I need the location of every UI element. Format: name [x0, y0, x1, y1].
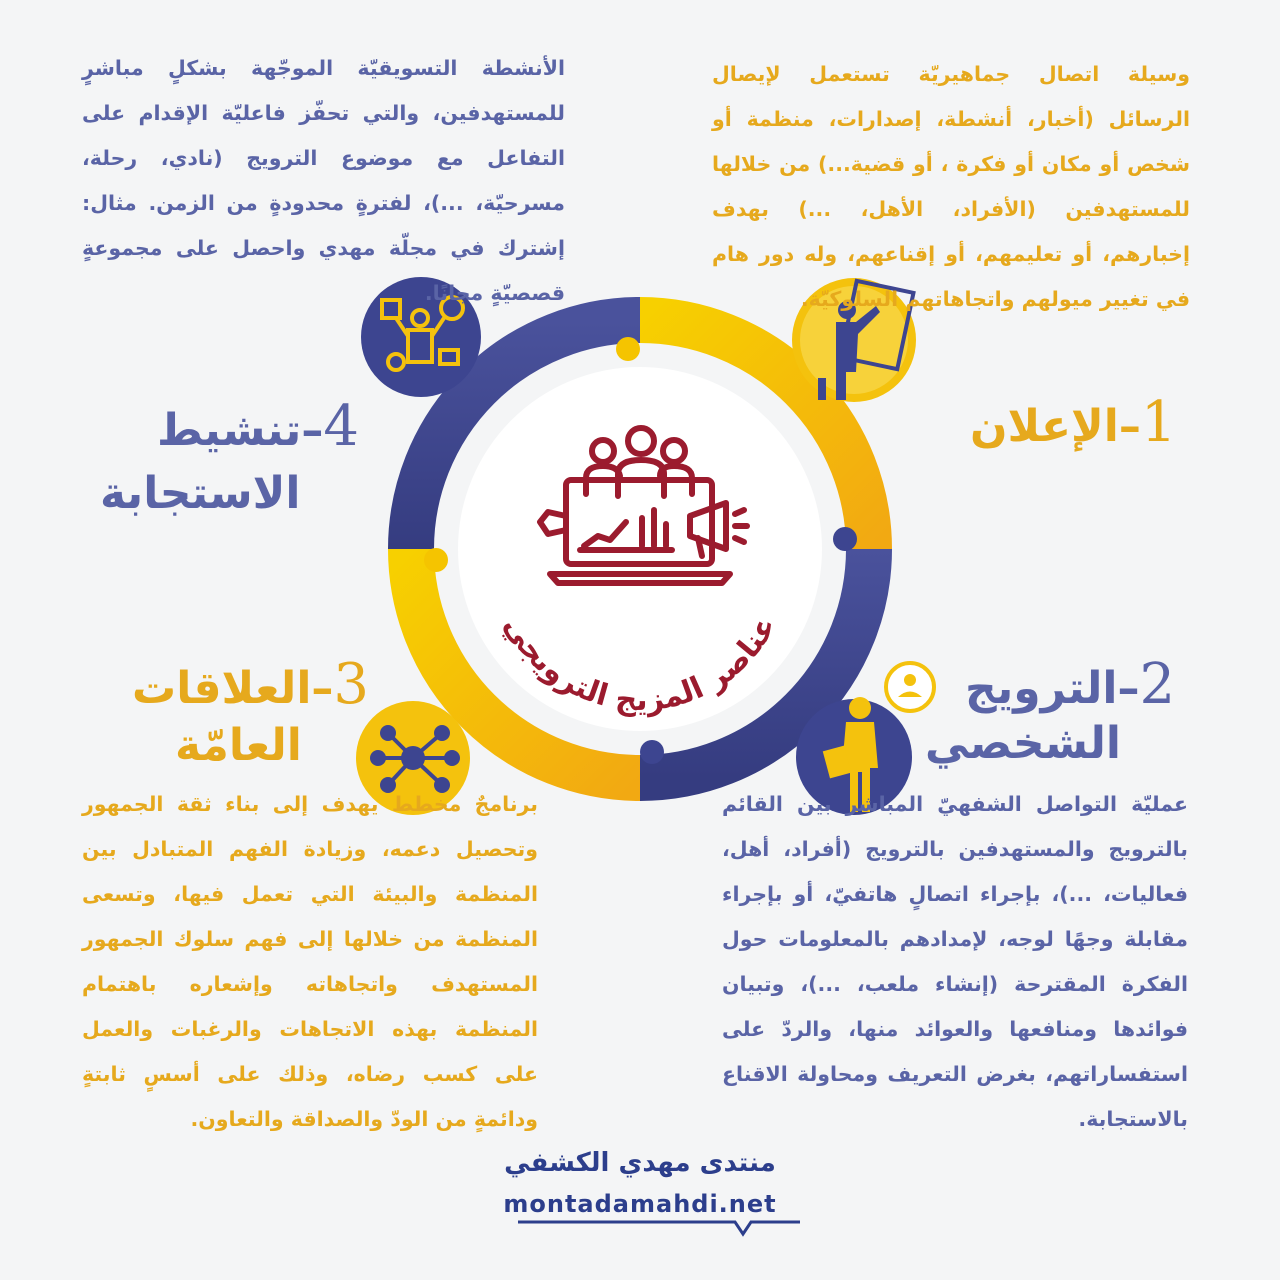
section-number: 4 [323, 394, 359, 459]
heading-advertising: 1–الإعلان [970, 390, 1177, 455]
advertising-description: وسيلة اتصال جماهيريّة تستعمل لإيصال الرسائل (أخبار، أنشطة، إصدارات، منظمة أو شخص أو مكان أو فكرة ، أو قضية...) من خلالها للمستهدفين (الأفراد، الأهل، ...) بهدف إخبارهم، أو تعليمهم، أو إقناعهم، وله دور هام في تغيير ميولهم واتجاهاتهم السلوكيّة. [712, 62, 1190, 311]
section-title: الإعلان [970, 401, 1119, 452]
personal-promotion-description: عمليّة التواصل الشفهيّ المباشر بين القائم بالترويج والمستهدفين بالترويج (أفراد، أهل، فعاليات، ...)، بإجراء اتصالٍ هاتفيّ، أو بإجراء مقابلة وجهًا لوجه، لإمدادهم بالمعلومات حول الفكرة المقترحة (إنشاء ملعب، ...)، وتبيان فوائدها ومنافعها والعوائد منها، والردّ على استفساراتهم، بغرض التعريف ومحاولة الاقناع بالاستجابة. [722, 792, 1188, 1131]
puzzle-knob [424, 548, 448, 572]
puzzle-knob [833, 527, 857, 551]
puzzle-knob [616, 337, 640, 361]
section-title: العامّة [175, 720, 302, 771]
section-title: الشخصي [925, 718, 1121, 769]
section-title: الاستجابة [100, 468, 301, 519]
user-speech-bubble-icon [886, 663, 934, 711]
section-number: 2 [1139, 652, 1176, 717]
heading-public-relations-line2 [175, 718, 302, 773]
heading-personal-promotion-line2 [925, 716, 1121, 771]
section-title: العلاقات [132, 663, 312, 714]
footer-url[interactable]: montadamahdi.net [503, 1190, 777, 1218]
section-title: الترويج [965, 663, 1118, 714]
center-title: عناصر المزيج الترويجي [496, 609, 784, 719]
footer-forum-title: منتدى مهدي الكشفي [504, 1148, 776, 1178]
heading-personal-promotion: 2–الترويج [965, 652, 1176, 717]
section-number: 1 [1140, 390, 1177, 455]
heading-response-activation-line2 [100, 466, 301, 521]
section-number: 3 [333, 652, 370, 717]
section-title: تنشيط [157, 405, 302, 456]
public-relations-description: برنامجٌ مخطط يهدف إلى بناء ثقة الجمهور وتحصيل دعمه، وزيادة الفهم المتبادل بين المنظمة والبيئة التي تعمل فيها، وتسعى المنظمة من خلالها إلى فهم سلوك الجمهور المستهدف واتجاهاته وإشعاره باهتمام المنظمة بهذه الاتجاهات والرغبات والعمل على كسب رضاه، وذلك على أسسٍ ثابتةٍ ودائمةٍ من الودّ والصداقة والتعاون. [82, 792, 538, 1131]
heading-response-activation: 4–تنشيط [157, 394, 359, 459]
heading-public-relations: 3–العلاقات [132, 652, 370, 717]
puzzle-knob [640, 740, 664, 764]
response-activation-description: الأنشطة التسويقيّة الموجّهة بشكلٍ مباشرٍ للمستهدفين، والتي تحفّز فاعليّة الإقدام على التفاعل مع موضوع الترويج (نادي، رحلة، مسرحيّة، ...)، لفترةٍ محدودةٍ من الزمن. مثال: إشترك في مجلّة مهدي واحصل على مجموعةٍ قصصيّةٍ مجانًا. [82, 56, 565, 305]
